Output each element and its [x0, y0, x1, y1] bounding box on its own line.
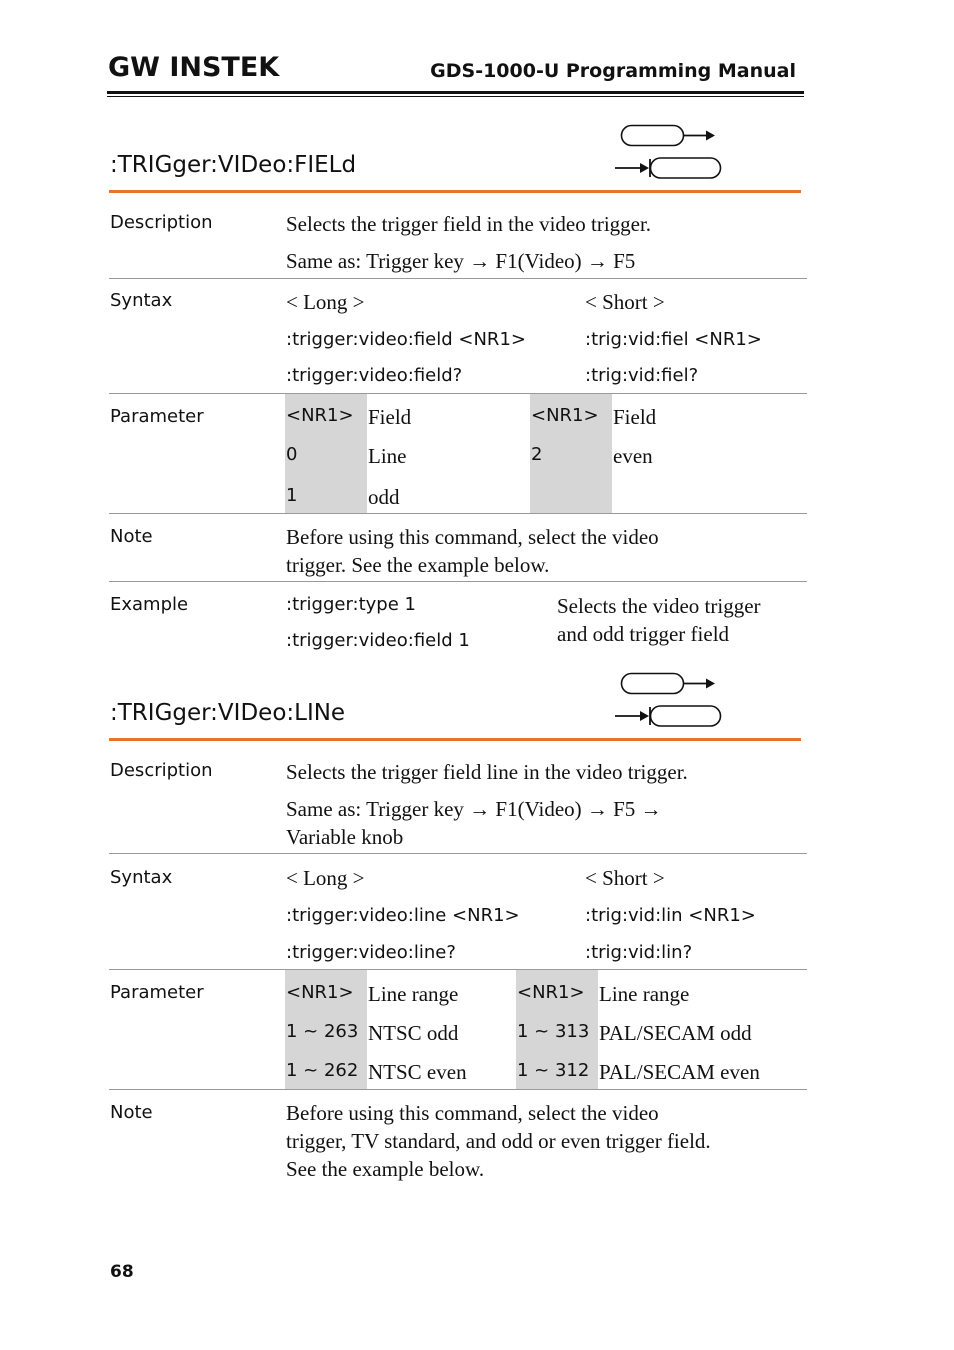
same-as-text: Same as: Trigger key → F1(Video) → F5 — [286, 249, 636, 273]
set-command-icon — [622, 674, 716, 694]
header-rule — [107, 91, 804, 94]
short-set-command: :trig:vid:fiel <NR1> — [585, 329, 762, 350]
section-title-line: :TRIGger:VIDeo:LINe — [110, 700, 346, 726]
param-value: Field — [613, 405, 657, 429]
note-label: Note — [110, 1102, 153, 1123]
query-command-icon — [615, 158, 721, 178]
parameter-label: Parameter — [110, 406, 204, 427]
section-rule — [109, 190, 801, 193]
page-number: 68 — [110, 1262, 134, 1282]
row-divider — [109, 393, 807, 394]
row-divider — [109, 513, 807, 514]
param-key: <NR1> — [531, 405, 599, 426]
param-value: NTSC odd — [368, 1021, 459, 1045]
param-value: even — [613, 444, 653, 468]
set-query-icons — [612, 670, 722, 730]
row-divider — [109, 969, 807, 970]
syntax-label: Syntax — [110, 867, 173, 888]
note-label: Note — [110, 526, 153, 547]
row-divider — [109, 853, 807, 854]
param-key: <NR1> — [517, 982, 585, 1003]
short-query-command: :trig:vid:fiel? — [585, 365, 699, 386]
param-value: Line range — [368, 982, 459, 1006]
param-key: 1 — [286, 485, 298, 506]
note-text: See the example below. — [286, 1157, 485, 1181]
same-as-text: Same as: Trigger key → F1(Video) → F5 → — [286, 797, 662, 821]
param-value: PAL/SECAM even — [599, 1060, 760, 1084]
description-text: Selects the trigger field in the video trigger. — [286, 212, 652, 236]
param-key: 1 ~ 262 — [286, 1060, 359, 1081]
same-as-text-cont: Variable knob — [286, 825, 404, 849]
long-query-command: :trigger:video:field? — [286, 365, 463, 386]
section-title-field: :TRIGger:VIDeo:FIELd — [110, 152, 357, 178]
row-divider — [109, 1089, 807, 1090]
param-key: 1 ~ 313 — [517, 1021, 590, 1042]
description-label: Description — [110, 760, 213, 781]
long-header: < Long > — [286, 866, 365, 890]
description-label: Description — [110, 212, 213, 233]
manual-title: GDS-1000-U Programming Manual — [430, 60, 796, 82]
example-label: Example — [110, 594, 189, 615]
set-command-icon — [622, 126, 716, 146]
parameter-label: Parameter — [110, 982, 204, 1003]
short-query-command: :trig:vid:lin? — [585, 942, 693, 963]
param-value: odd — [368, 485, 400, 509]
example-description: and odd trigger field — [557, 622, 730, 646]
param-key: 0 — [286, 444, 298, 465]
example-description: Selects the video trigger — [557, 594, 761, 618]
param-key: 1 ~ 312 — [517, 1060, 590, 1081]
long-header: < Long > — [286, 290, 365, 314]
description-text: Selects the trigger field line in the video trigger. — [286, 760, 688, 784]
short-header: < Short > — [585, 866, 665, 890]
param-value: PAL/SECAM odd — [599, 1021, 752, 1045]
note-text: trigger, TV standard, and odd or even trigger field. — [286, 1129, 711, 1153]
note-text: Before using this command, select the video — [286, 525, 659, 549]
example-command: :trigger:video:field 1 — [286, 630, 470, 651]
long-query-command: :trigger:video:line? — [286, 942, 456, 963]
long-set-command: :trigger:video:line <NR1> — [286, 905, 520, 926]
param-value: NTSC even — [368, 1060, 467, 1084]
short-header: < Short > — [585, 290, 665, 314]
param-key: 2 — [531, 444, 543, 465]
param-key: <NR1> — [286, 405, 354, 426]
row-divider — [109, 581, 807, 582]
note-text: Before using this command, select the video — [286, 1101, 659, 1125]
long-set-command: :trigger:video:field <NR1> — [286, 329, 526, 350]
short-set-command: :trig:vid:lin <NR1> — [585, 905, 756, 926]
note-text: trigger. See the example below. — [286, 553, 550, 577]
syntax-label: Syntax — [110, 290, 173, 311]
param-value: Line range — [599, 982, 690, 1006]
row-divider — [109, 278, 807, 279]
set-query-icons — [612, 122, 722, 182]
header-rule-thin — [107, 96, 804, 97]
param-value: Field — [368, 405, 412, 429]
param-key: 1 ~ 263 — [286, 1021, 359, 1042]
brand-logo: GW INSTEK — [108, 52, 280, 83]
section-rule — [109, 738, 801, 741]
example-command: :trigger:type 1 — [286, 594, 416, 615]
query-command-icon — [615, 706, 721, 726]
param-value: Line — [368, 444, 407, 468]
param-key: <NR1> — [286, 982, 354, 1003]
